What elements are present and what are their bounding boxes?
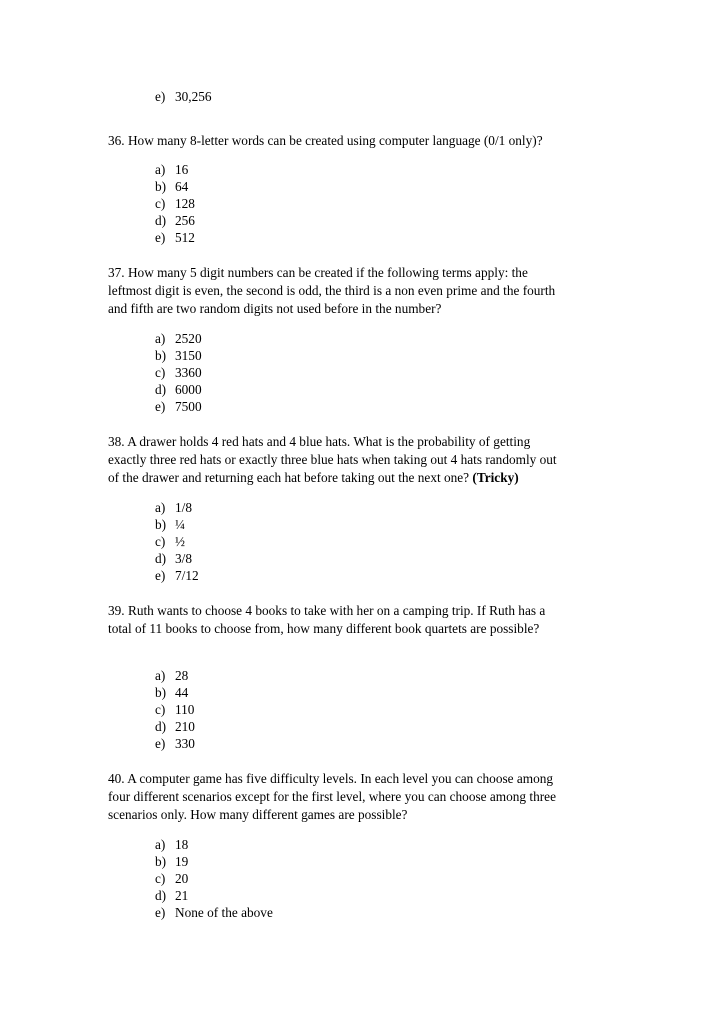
question-text	[108, 770, 608, 824]
option-item	[108, 836, 608, 853]
option-item	[108, 161, 608, 178]
option-item	[108, 684, 608, 701]
option-item	[108, 667, 608, 684]
option-item	[108, 870, 608, 887]
option-item	[108, 567, 608, 584]
lead-option	[108, 88, 608, 105]
option-value: 210	[175, 719, 195, 734]
option-letter: e)	[155, 89, 166, 104]
option-letter: c)	[155, 365, 166, 380]
option-letter: d)	[155, 719, 167, 734]
option-letter: e)	[155, 230, 166, 245]
option-letter: b)	[155, 517, 167, 532]
option-item	[108, 381, 608, 398]
option-value: 330	[175, 736, 195, 751]
option-value: 110	[175, 702, 195, 717]
option-letter: e)	[155, 736, 166, 751]
option-letter: d)	[155, 551, 167, 566]
question-text-body: 39. Ruth wants to choose 4 books to take with her on a camping trip. If Ruth has a total of 11 books to choose from, how many different book quartets are possible?	[108, 603, 546, 636]
option-item	[108, 533, 608, 550]
option-value: 256	[175, 213, 195, 228]
option-value: 20	[175, 871, 189, 886]
option-letter: e)	[155, 399, 166, 414]
option-letter: c)	[155, 534, 166, 549]
option-letter: a)	[155, 500, 166, 515]
question-text-body: 38. A drawer holds 4 red hats and 4 blue hats. What is the probability of getting exactly three red hats or exactly three blue hats when taking out 4 hats randomly out of the drawer and returning each hat before taking out the next one?	[108, 434, 557, 485]
option-value: 28	[175, 668, 189, 683]
option-letter: c)	[155, 702, 166, 717]
option-letter: a)	[155, 162, 166, 177]
option-item	[108, 364, 608, 381]
question-text	[108, 264, 608, 318]
tricky-label: (Tricky)	[472, 470, 519, 485]
option-item	[108, 516, 608, 533]
option-value: 16	[175, 162, 189, 177]
option-value: 6000	[175, 382, 202, 397]
option-item	[108, 701, 608, 718]
option-item	[108, 550, 608, 567]
option-value: 30,256	[175, 89, 212, 104]
option-letter: a)	[155, 837, 166, 852]
question-text	[108, 433, 608, 487]
option-letter: b)	[155, 685, 167, 700]
option-item	[108, 887, 608, 904]
option-letter: e)	[155, 905, 166, 920]
question-39	[108, 602, 608, 752]
option-letter: d)	[155, 382, 167, 397]
option-letter: c)	[155, 196, 166, 211]
spacer	[108, 246, 608, 264]
option-value: 3360	[175, 365, 202, 380]
option-value: 512	[175, 230, 195, 245]
option-item	[108, 229, 608, 246]
option-item	[108, 398, 608, 415]
option-item	[108, 904, 608, 921]
option-value: 44	[175, 685, 189, 700]
option-value: 128	[175, 196, 195, 211]
option-letter: a)	[155, 668, 166, 683]
option-letter: b)	[155, 854, 167, 869]
option-item	[108, 347, 608, 364]
option-value: ½	[175, 534, 185, 549]
option-list	[108, 667, 608, 752]
option-item	[108, 735, 608, 752]
option-item	[108, 178, 608, 195]
option-value: 19	[175, 854, 189, 869]
question-38	[108, 433, 608, 584]
option-value: 64	[175, 179, 189, 194]
option-value: 7/12	[175, 568, 199, 583]
question-text	[108, 132, 608, 150]
option-item	[108, 330, 608, 347]
option-item	[108, 853, 608, 870]
option-value: 3/8	[175, 551, 192, 566]
option-list	[108, 161, 608, 246]
question-text-body: 36. How many 8-letter words can be created using computer language (0/1 only)?	[108, 133, 543, 148]
question-36	[108, 132, 608, 246]
option-item	[108, 195, 608, 212]
question-text	[108, 602, 608, 638]
option-value: 7500	[175, 399, 202, 414]
option-letter: a)	[155, 331, 166, 346]
option-list	[108, 499, 608, 584]
spacer	[108, 415, 608, 433]
option-list	[108, 836, 608, 921]
option-letter: b)	[155, 179, 167, 194]
question-text-body: 40. A computer game has five difficulty levels. In each level you can choose among four different scenarios except for the first level, where you can choose among three scenarios only. How many different games are possible?	[108, 771, 556, 822]
option-value: ¼	[175, 517, 185, 532]
option-letter: b)	[155, 348, 167, 363]
option-value: 1/8	[175, 500, 192, 515]
option-letter: d)	[155, 888, 167, 903]
document-content	[108, 88, 608, 921]
option-value: 18	[175, 837, 189, 852]
option-item	[108, 718, 608, 735]
spacer	[108, 114, 608, 132]
option-letter: e)	[155, 568, 166, 583]
option-letter: c)	[155, 871, 166, 886]
question-37	[108, 264, 608, 415]
option-value: None of the above	[175, 905, 273, 920]
option-letter: d)	[155, 213, 167, 228]
option-value: 2520	[175, 331, 202, 346]
spacer	[108, 584, 608, 602]
spacer	[108, 752, 608, 770]
option-list	[108, 330, 608, 415]
option-value: 3150	[175, 348, 202, 363]
question-text-body: 37. How many 5 digit numbers can be created if the following terms apply: the leftmost digit is even, the second is odd, the third is a non even prime and the fourth and fifth are two random digits not used before in the number?	[108, 265, 556, 316]
question-40	[108, 770, 608, 921]
option-item	[108, 499, 608, 516]
option-item	[108, 212, 608, 229]
option-value: 21	[175, 888, 189, 903]
